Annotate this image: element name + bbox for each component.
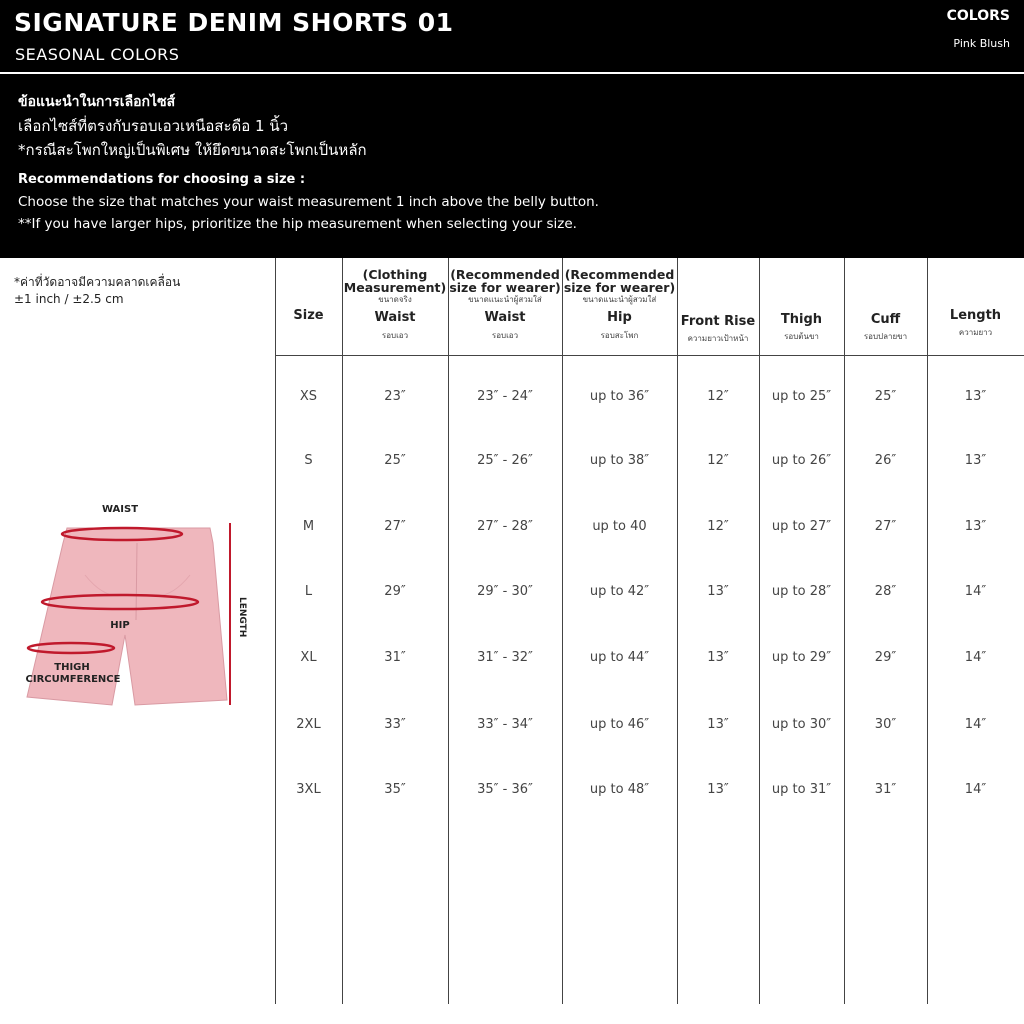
table-cell: 29″ [384,584,406,599]
recommendation-heading: Recommendations for choosing a size : [18,172,306,187]
shorts-illustration [15,515,265,715]
table-cell: up to 28″ [771,584,832,599]
size-label: XL [300,650,317,665]
column-header [927,262,1024,398]
table-cell: up to 27″ [771,519,832,534]
column-header-note: size for wearer) [449,280,561,295]
thigh-label: THIGH [54,662,90,673]
column-header-label-thai: ความยาว [958,328,993,337]
table-cell: 13″ [964,389,987,404]
table-cell: up to 48″ [589,782,650,797]
column-header-label-thai: รอบสะโพก [600,331,639,340]
table-cell: 29″ - 30″ [477,584,533,599]
table-cell: 31″ [384,650,406,665]
column-header [759,262,844,402]
header-banner [0,0,1024,258]
table-cell: 27″ [384,519,406,534]
thai-recommendation-line-2: *กรณีสะโพกใหญ่เป็นพิเศษ ให้ยึดขนาดสะโพกเป็นหลัก [18,141,367,159]
column-header-note: size for wearer) [563,280,676,295]
circumference-label: CIRCUMFERENCE [25,674,121,685]
table-cell: up to 42″ [589,584,650,599]
table-cell: 12″ [707,453,729,468]
table-cell: up to 44″ [589,650,650,665]
table-cell: 31″ - 32″ [477,650,533,665]
column-header-note: (Recommended [564,267,675,282]
table-cell: 14″ [964,782,987,797]
size-label: XS [299,389,318,404]
table-cell: 35″ - 36″ [477,782,533,797]
column-header-label: Thigh [780,312,823,327]
length-label: LENGTH [237,597,247,638]
tolerance-note-thai: *ค่าที่วัดอาจมีความคลาดเคลื่อน [14,275,181,289]
table-cell: 31″ [874,782,897,797]
column-header [275,262,342,398]
table-cell: 13″ [964,453,987,468]
column-header-label: Waist [374,310,416,325]
table-cell: 27″ [874,519,897,534]
table-cell: 30″ [874,717,897,732]
column-header [562,262,677,358]
table-cell: 26″ [874,453,897,468]
table-cell: up to 25″ [771,389,832,404]
column-header [342,262,448,358]
column-header-label: Front Rise [680,314,756,329]
column-header-label-thai: รอบเอว [381,331,409,340]
hip-label: HIP [110,620,130,631]
size-label: 3XL [296,782,321,797]
table-cell: 13″ [707,717,729,732]
table-cell: up to 40 [592,519,647,534]
thai-recommendation-heading: ข้อแนะนำในการเลือกไซส์ [18,94,176,110]
page-title: SIGNATURE DENIM SHORTS 01 [14,8,454,37]
table-cell: 35″ [384,782,406,797]
size-label: M [302,519,315,534]
column-header-note-thai: ขนาดแนะนำผู้สวมใส่ [582,295,657,304]
column-header-label-thai: รอบเอว [491,331,519,340]
table-cell: 28″ [874,584,897,599]
recommendation-line-2: **If you have larger hips, prioritize the hip measurement when selecting your size. [18,216,577,232]
header-divider [0,72,1024,74]
table-cell: up to 36″ [589,389,650,404]
waist-label: WAIST [101,504,139,515]
column-header-label: Waist [484,310,526,325]
column-header [677,262,759,404]
column-header-note-thai: ขนาดแนะนำผู้สวมใส่ [468,295,542,304]
table-cell: up to 26″ [771,453,832,468]
table-cell: 12″ [707,389,729,404]
table-cell: 14″ [964,584,987,599]
recommendation-line-1: Choose the size that matches your waist measurement 1 inch above the belly button. [18,194,599,210]
column-header-label: Cuff [870,312,901,327]
column-header-note-thai: ขนาดจริง [378,295,412,304]
page-subtitle: SEASONAL COLORS [15,45,180,64]
table-cell: 27″ - 28″ [477,519,533,534]
size-label: S [304,453,313,468]
table-cell: 33″ - 34″ [477,717,533,732]
column-header-note: (Clothing [362,267,428,282]
colors-label: COLORS [946,8,1010,24]
table-cell: 25″ [874,389,897,404]
table-cell: 13″ [707,650,729,665]
table-cell: 25″ [384,453,406,468]
table-cell: 14″ [964,717,987,732]
column-header-label: Hip [607,310,632,325]
size-label: 2XL [296,717,321,732]
table-cell: 14″ [964,650,987,665]
tolerance-note: ±1 inch / ±2.5 cm [14,292,124,306]
table-cell: up to 30″ [771,717,832,732]
table-cell: 13″ [707,584,729,599]
table-cell: up to 38″ [589,453,650,468]
table-cell: up to 31″ [771,782,832,797]
table-cell: 25″ - 26″ [477,453,533,468]
column-header-note: (Recommended [450,267,560,282]
column-divider [448,258,449,1004]
column-divider [562,258,563,1004]
column-header [844,262,927,402]
table-cell: 29″ [874,650,897,665]
table-cell: 23″ - 24″ [477,389,533,404]
column-header-label-thai: ความยาวเป้าหน้า [687,334,749,343]
table-cell: 13″ [964,519,987,534]
table-cell: up to 46″ [589,717,650,732]
size-label: L [304,584,313,599]
thai-recommendation-line-1: เลือกไซส์ที่ตรงกับรอบเอวเหนือสะดือ 1 นิ้ว [18,117,289,135]
column-header-label-thai: รอบต้นขา [784,332,819,341]
column-divider [342,258,343,1004]
column-header-label: Size [293,308,324,323]
table-cell: 33″ [384,717,406,732]
table-cell: 13″ [707,782,729,797]
column-header-label: Length [949,308,1002,323]
column-header-label-thai: รอบปลายขา [863,332,908,341]
column-header-note: Measurement) [343,280,447,295]
table-cell: 12″ [707,519,729,534]
column-header [448,262,562,358]
colors-value: Pink Blush [953,37,1010,50]
table-cell: 23″ [384,389,406,404]
table-cell: up to 29″ [771,650,832,665]
